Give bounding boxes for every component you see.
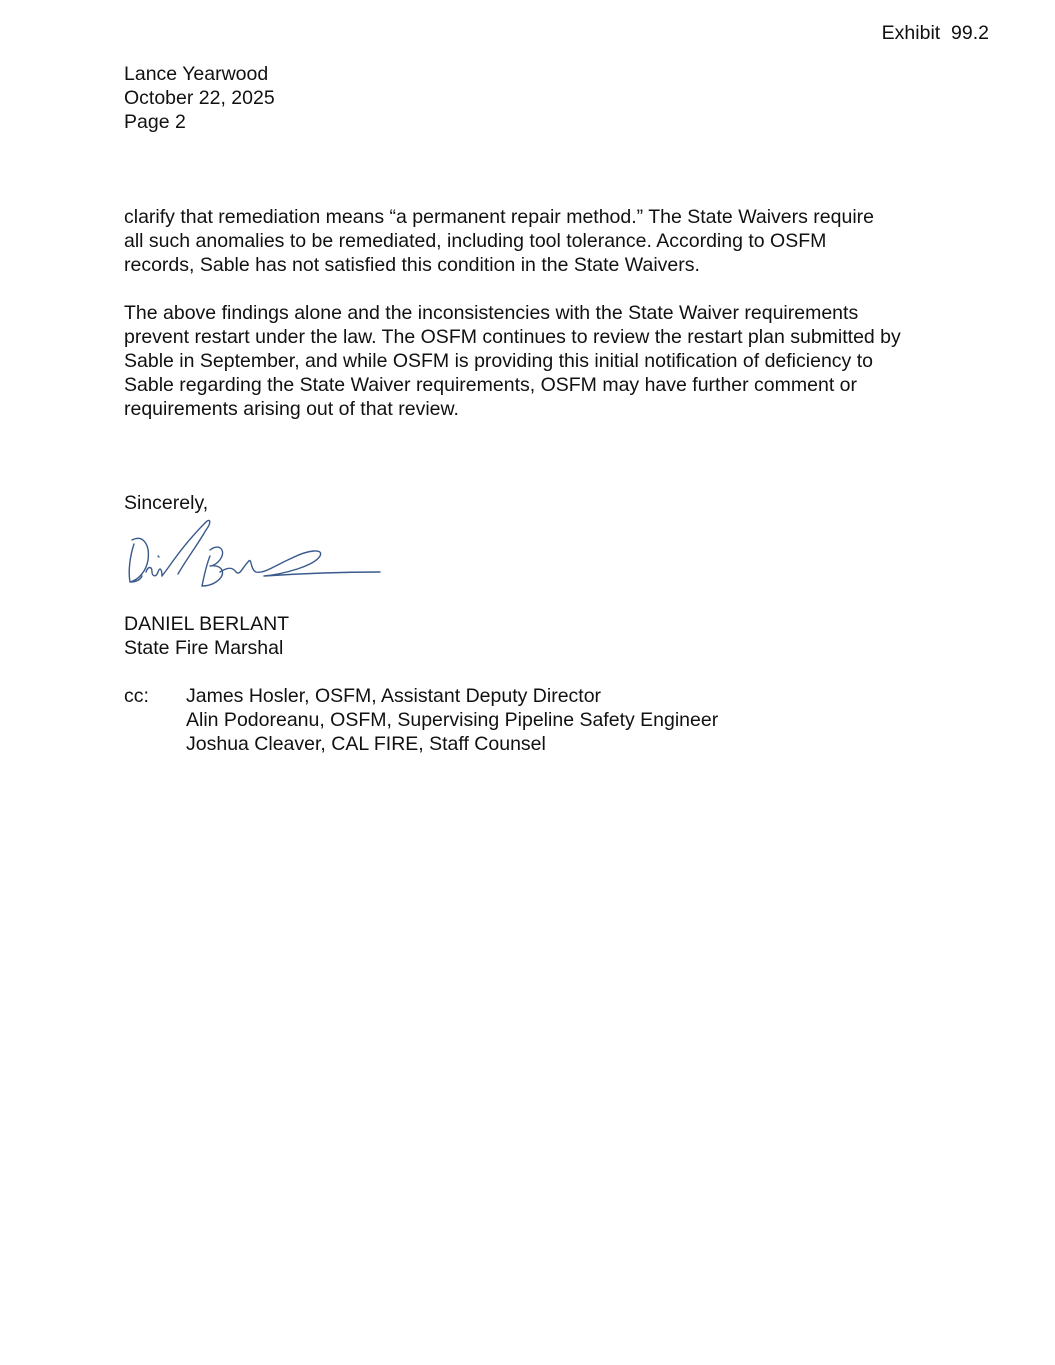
cc-recipient: James Hosler, OSFM, Assistant Deputy Director <box>186 685 602 707</box>
page-number: Page 2 <box>124 111 186 133</box>
paragraph-line: all such anomalies to be remediated, including tool tolerance. According to OSFM <box>124 230 827 252</box>
signature-stroke <box>220 551 380 576</box>
cc-label: cc: <box>124 685 149 707</box>
signer-name: DANIEL BERLANT <box>124 613 290 635</box>
paragraph-line: Sable in September, and while OSFM is providing this initial notification of deficiency to <box>124 350 873 372</box>
letter-header <box>124 62 275 134</box>
signer-title: State Fire Marshal <box>124 637 284 659</box>
paragraph-1 <box>124 205 944 277</box>
signature-stroke <box>158 556 159 557</box>
letter-body <box>124 205 944 445</box>
paragraph-line: clarify that remediation means “a permanent repair method.” The State Waivers require <box>124 206 875 228</box>
paragraph-line: records, Sable has not satisfied this condition in the State Waivers. <box>124 254 700 276</box>
letter-date: October 22, 2025 <box>124 87 275 109</box>
cc-recipient: Alin Podoreanu, OSFM, Supervising Pipeline Safety Engineer <box>186 709 719 731</box>
paragraph-line: Sable regarding the State Waiver requirements, OSFM may have further comment or <box>124 374 858 396</box>
signature-stroke <box>202 547 223 586</box>
closing-salutation: Sincerely, <box>124 492 209 514</box>
cc-block <box>124 684 718 756</box>
recipient-name: Lance Yearwood <box>124 63 269 85</box>
handwritten-signature <box>124 516 386 592</box>
exhibit-label: Exhibit 99.2 <box>881 22 989 44</box>
paragraph-line: prevent restart under the law. The OSFM continues to review the restart plan submitted by <box>124 326 901 348</box>
paragraph-2 <box>124 301 944 421</box>
paragraph-line: The above findings alone and the inconsistencies with the State Waiver requirements <box>124 302 859 324</box>
paragraph-line: requirements arising out of that review. <box>124 398 459 420</box>
signature-stroke <box>146 568 162 577</box>
cc-recipient-list <box>186 684 718 756</box>
signature-stroke <box>162 520 210 576</box>
cc-recipient: Joshua Cleaver, CAL FIRE, Staff Counsel <box>186 733 546 755</box>
signature-stroke <box>129 538 148 582</box>
signer-block <box>124 612 289 660</box>
